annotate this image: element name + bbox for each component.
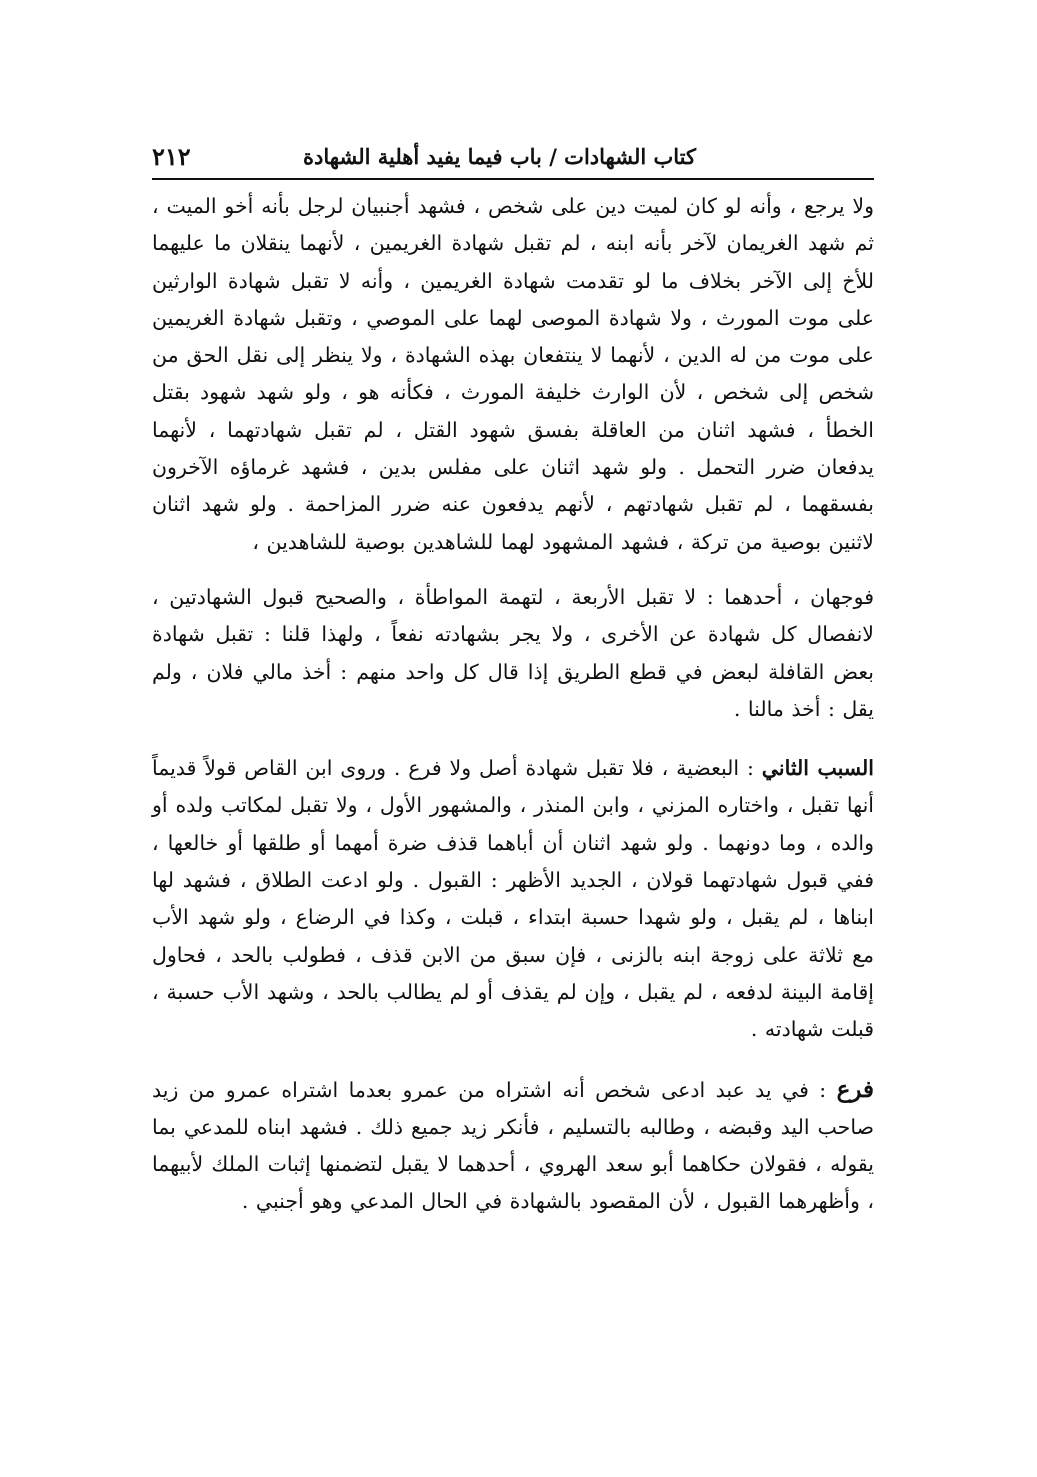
section-heading-second-cause: السبب الثاني	[761, 756, 874, 781]
paragraph-4	[152, 1071, 874, 1221]
paragraph-4-text: : في يد عبد ادعى شخص أنه اشتراه من عمرو بعدما اشتراه عمرو من زيد صاحب اليد وقبضه ، وطالبه بالتسليم ، فأنكر زيد جميع ذلك . فشهد ابناه للمدعي بما يقوله ، فقولان حكاهما أبو سعد الهروي ، أحدهما لا يقبل لتضمنها إثبات الملك لأبيهما ، وأظهرهما القبول ، لأن المقصود بالشهادة في الحال المدعي وهو أجنبي .	[152, 1077, 874, 1214]
page-number: ٢١٢	[152, 142, 191, 171]
book-page	[152, 130, 874, 1470]
page-header	[152, 130, 874, 180]
paragraph-3-text: : البعضية ، فلا تقبل شهادة أصل ولا فرع . وروى ابن القاص قولاً قديماً أنها تقبل ، واختاره المزني ، وابن المنذر ، والمشهور الأول ، ولا تقبل لمكاتب ولده أو والده ، وما دونهما . ولو شهد اثنان أن أباهما قذف ضرة أمهما أو طلقها أو خالعها ، ففي قبول شهادتهما قولان ، الجديد الأظهر : القبول . ولو ادعت الطلاق ، فشهد لها ابناها ، لم يقبل ، ولو شهدا حسبة ابتداء ، قبلت ، وكذا في الرضاع ، ولو شهد الأب مع ثلاثة على زوجة ابنه بالزنى ، فإن سبق من الابن قذف ، فطولب بالحد ، فحاول إقامة البينة لدفعه ، لم يقبل ، وإن لم يقذف أو لم يطالب بالحد ، وشهد الأب حسبة ، قبلت شهادته .	[152, 756, 874, 1042]
paragraph-2: فوجهان ، أحدهما : لا تقبل الأربعة ، لتهمة المواطأة ، والصحيح قبول الشهادتين ، لانفصال كل شهادة عن الأخرى ، ولا يجر بشهادته نفعاً ، ولهذا قلنا : تقبل شهادة بعض القافلة لبعض في قطع الطريق إذا قال كل واحد منهم : أخذ مالي فلان ، ولم يقل : أخذ مالنا .	[152, 584, 874, 721]
paragraph-1: ولا يرجع ، وأنه لو كان لميت دين على شخص ، فشهد أجنبيان لرجل بأنه أخو الميت ، ثم شهد الغريمان لآخر بأنه ابنه ، لم تقبل شهادة الغريمين ، لأنهما ينقلان ما عليهما للأخ إلى الآخر بخلاف ما لو تقدمت شهادة الغريمين ، وأنه لا تقبل شهادة الوارثين على موت المورث ، ولا شهادة الموصى لهما على الموصي ، وتقبل شهادة الغريمين على موت من له الدين ، لأنهما لا ينتفعان بهذه الشهادة ، ولا ينظر إلى نقل الحق من شخص إلى شخص ، لأن الوارث خليفة المورث ، فكأنه هو ، ولو شهد شهود بقتل الخطأ ، فشهد اثنان من العاقلة بفسق شهود القتل ، لم تقبل شهادتهما ، لأنهما يدفعان ضرر التحمل . ولو شهد اثنان على مفلس بدين ، فشهد غرماؤه الآخرون بفسقهما ، لم تقبل شهادتهم ، لأنهم يدفعون عنه ضرر المزاحمة . ولو شهد اثنان لاثنين بوصية من تركة ، فشهد المشهود لهما للشاهدين بوصية للشاهدين ،	[152, 194, 874, 554]
page-body	[152, 188, 874, 1221]
running-title: كتاب الشهادات / باب فيما يفيد أهلية الشهادة	[303, 144, 696, 169]
paragraph-3	[152, 750, 874, 1048]
section-heading-branch: فرع	[836, 1075, 874, 1103]
